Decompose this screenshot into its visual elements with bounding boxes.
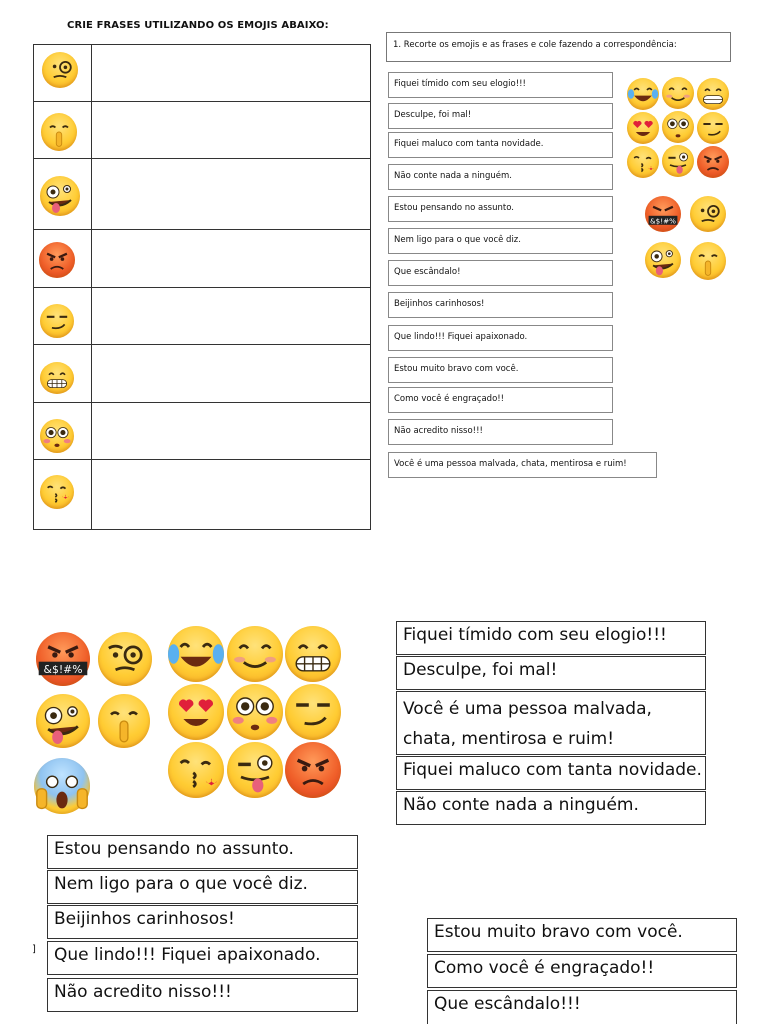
phrase-box: Que escândalo!	[388, 260, 613, 286]
cursing-face-icon	[645, 196, 681, 232]
phrase-box: Que lindo!!! Fiquei apaixonado.	[388, 325, 613, 351]
tears-of-joy-icon	[627, 78, 659, 110]
smirking-face-icon	[285, 684, 341, 740]
cutout-phrase: Fiquei maluco com tanta novidade.	[396, 756, 706, 790]
shushing-face-icon	[41, 113, 77, 151]
phrase-box: Beijinhos carinhosos!	[388, 292, 613, 318]
cutout-phrase: Não conte nada a ninguém.	[396, 791, 706, 825]
table-row	[34, 403, 370, 460]
stray-mark: ]	[32, 944, 36, 955]
shushing-face-icon	[690, 242, 726, 280]
column-divider	[91, 45, 92, 529]
angry-face-icon	[697, 146, 729, 178]
phrase-box: Como você é engraçado!!	[388, 387, 613, 413]
angry-face-icon	[39, 242, 75, 278]
zany-face-icon	[40, 176, 80, 216]
phrase-box: Estou pensando no assunto.	[388, 196, 613, 222]
cutout-phrase: Estou muito bravo com você.	[427, 918, 737, 952]
shushing-face-icon	[98, 694, 150, 748]
cutout-phrase: Não acredito nisso!!!	[47, 978, 358, 1012]
flushed-face-icon	[227, 684, 283, 740]
angry-face-icon	[285, 742, 341, 798]
phrase-box: Não conte nada a ninguém.	[388, 164, 613, 190]
table-row	[34, 102, 370, 159]
instruction-box: 1. Recorte os emojis e as frases e cole fazendo a correspondência:	[386, 32, 731, 62]
screaming-face-icon	[34, 758, 90, 814]
phrase-box: Não acredito nisso!!!	[388, 419, 613, 445]
cutout-phrase: Beijinhos carinhosos!	[47, 905, 358, 939]
table-row	[34, 460, 370, 531]
face-blowing-kiss-icon	[40, 475, 74, 509]
table-row	[34, 288, 370, 345]
cutout-phrase: Desculpe, foi mal!	[396, 656, 706, 690]
flushed-face-icon	[662, 111, 694, 143]
table-row	[34, 230, 370, 288]
cutout-phrase: Como você é engraçado!!	[427, 954, 737, 988]
smirking-face-icon	[697, 112, 729, 144]
monocle-face-icon	[690, 196, 726, 232]
monocle-face-icon	[98, 632, 152, 686]
grimacing-face-icon	[40, 362, 74, 394]
cutout-phrase-line: chata, mentirosa e ruim!	[403, 729, 615, 749]
cutout-phrase: Que lindo!!! Fiquei apaixonado.	[47, 941, 358, 975]
cutout-phrase-line: Você é uma pessoa malvada,	[403, 699, 652, 719]
phrase-box: Nem ligo para o que você diz.	[388, 228, 613, 254]
zany-face-icon	[36, 694, 90, 748]
worksheet-title: CRIE FRASES UTILIZANDO OS EMOJIS ABAIXO:	[67, 20, 329, 31]
cutout-phrase: Que escândalo!!!	[427, 990, 737, 1024]
face-blowing-kiss-icon	[627, 146, 659, 178]
monocle-face-icon	[42, 52, 78, 88]
blushing-smile-icon	[227, 626, 283, 682]
smirking-face-icon	[40, 304, 74, 338]
table-row	[34, 345, 370, 403]
tears-of-joy-icon	[168, 626, 224, 682]
grimacing-face-icon	[285, 626, 341, 682]
svg-text:&$!#%: &$!#%	[43, 663, 83, 677]
phrase-box: Desculpe, foi mal!	[388, 103, 613, 129]
heart-eyes-icon	[627, 112, 659, 144]
table-row	[34, 170, 370, 230]
winking-tongue-icon	[662, 145, 694, 177]
winking-tongue-icon	[227, 742, 283, 798]
phrase-box: Fiquei tímido com seu elogio!!!	[388, 72, 613, 98]
grimacing-face-icon	[697, 78, 729, 110]
cutout-phrase: Fiquei tímido com seu elogio!!!	[396, 621, 706, 655]
table-row	[34, 45, 370, 102]
flushed-face-icon	[40, 419, 74, 453]
zany-face-icon	[645, 242, 681, 278]
heart-eyes-icon	[168, 684, 224, 740]
cutout-phrase: Estou pensando no assunto.	[47, 835, 358, 869]
cursing-face-icon	[36, 632, 90, 686]
face-blowing-kiss-icon	[168, 742, 224, 798]
cutout-phrase	[396, 691, 706, 755]
svg-text:&$!#%: &$!#%	[650, 216, 676, 226]
phrase-box: Fiquei maluco com tanta novidade.	[388, 132, 613, 158]
phrase-box: Você é uma pessoa malvada, chata, mentirosa e ruim!	[388, 452, 657, 478]
cutout-phrase: Nem ligo para o que você diz.	[47, 870, 358, 904]
emoji-sentence-table	[33, 44, 371, 530]
phrase-box: Estou muito bravo com você.	[388, 357, 613, 383]
blushing-smile-icon	[662, 77, 694, 109]
